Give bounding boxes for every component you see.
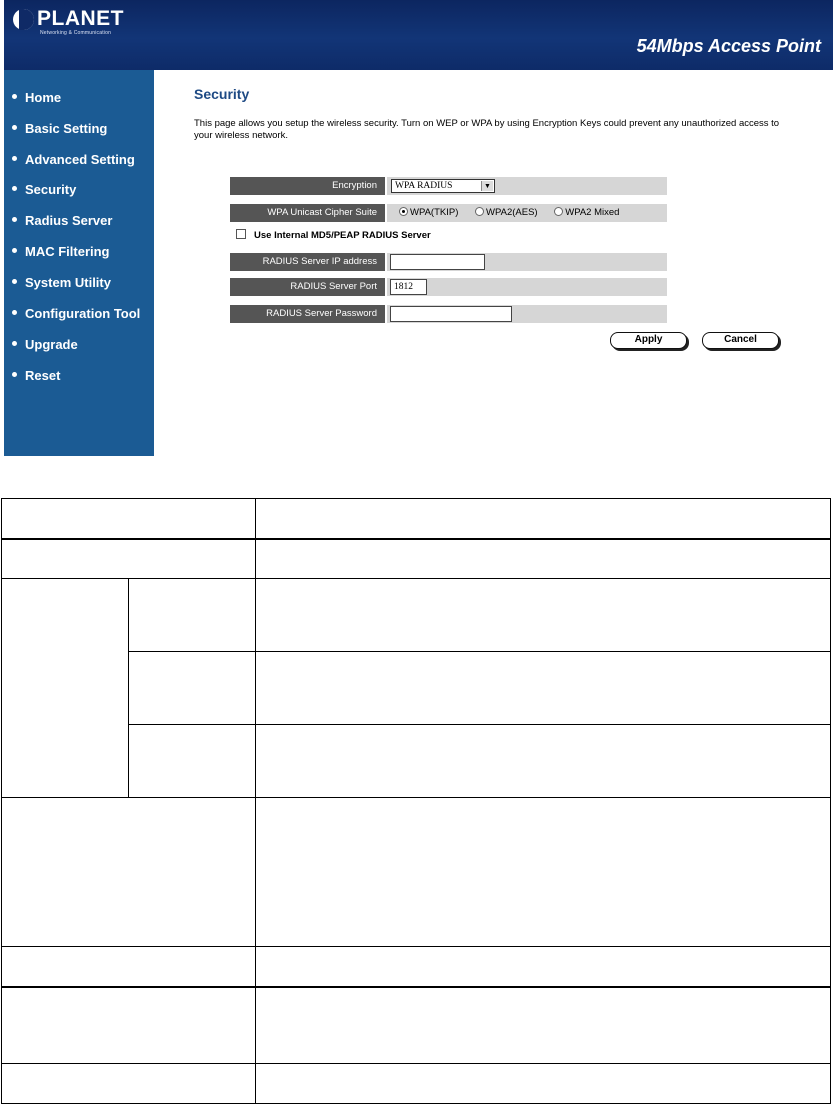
- table-cell: [2, 798, 256, 947]
- table-row: [2, 1064, 831, 1104]
- main-content: [154, 70, 833, 456]
- table-cell: [256, 579, 831, 652]
- table-cell: [2, 987, 256, 1064]
- table-row: [2, 539, 831, 579]
- sidebar-item-configuration-tool[interactable]: [12, 306, 140, 321]
- logo-text: PLANET: [37, 7, 124, 30]
- radius-ip-label: RADIUS Server IP address: [230, 253, 385, 271]
- cipher-suite-label: WPA Unicast Cipher Suite: [230, 204, 385, 222]
- bullet-icon: [12, 279, 17, 284]
- radio-label: WPA2 Mixed: [565, 207, 620, 218]
- header-banner: [4, 0, 833, 70]
- page-description: This page allows you setup the wireless security. Turn on WEP or WPA by using Encryption Keys could prevent any unauthorized access to your wireless network.: [194, 118, 780, 141]
- router-ui-screenshot: [4, 0, 833, 456]
- internal-radius-checkbox[interactable]: [236, 229, 246, 239]
- internal-radius-label: Use Internal MD5/PEAP RADIUS Server: [254, 230, 431, 241]
- encryption-value-cell: [387, 177, 667, 195]
- sidebar-item-label: MAC Filtering: [25, 244, 110, 259]
- cipher-suite-value-cell: [387, 204, 667, 222]
- table-cell: [256, 499, 831, 539]
- table-row: [2, 798, 831, 947]
- sidebar-item-upgrade[interactable]: [12, 337, 78, 352]
- logo-tagline: Networking & Communication: [40, 30, 112, 36]
- radio-wpa2-mixed[interactable]: [554, 207, 619, 218]
- table-row: [2, 499, 831, 539]
- radius-port-input[interactable]: 1812: [390, 279, 427, 295]
- radio-icon[interactable]: [475, 207, 484, 216]
- sidebar-item-label: Configuration Tool: [25, 306, 141, 321]
- encryption-select-value: WPA RADIUS: [395, 181, 453, 191]
- chevron-down-icon[interactable]: ▼: [481, 181, 493, 191]
- table-cell: [256, 1064, 831, 1104]
- table-cell: [256, 798, 831, 947]
- table-cell: [129, 579, 256, 652]
- radius-password-value-cell: [387, 305, 667, 323]
- sidebar: [4, 70, 154, 456]
- sidebar-item-label: Basic Setting: [25, 121, 108, 136]
- radius-ip-value-cell: [387, 253, 667, 271]
- table-cell: [256, 725, 831, 798]
- table-cell: [256, 987, 831, 1064]
- apply-button[interactable]: Apply: [610, 332, 687, 349]
- sidebar-item-advanced-setting[interactable]: [12, 152, 135, 167]
- radio-label: WPA(TKIP): [410, 207, 459, 218]
- table-cell: [256, 652, 831, 725]
- table-cell: [256, 947, 831, 987]
- radio-icon[interactable]: [554, 207, 563, 216]
- encryption-label: Encryption: [230, 177, 385, 195]
- sidebar-item-reset[interactable]: [12, 368, 60, 383]
- sidebar-item-label: Home: [25, 90, 62, 105]
- bullet-icon: [12, 372, 17, 377]
- bullet-icon: [12, 248, 17, 253]
- sidebar-item-security[interactable]: [12, 182, 76, 197]
- planet-logo-icon: [13, 9, 34, 30]
- table-cell: [129, 652, 256, 725]
- sidebar-item-label: System Utility: [25, 275, 111, 290]
- table-cell: [2, 499, 256, 539]
- table-cell: [129, 725, 256, 798]
- radius-ip-input[interactable]: [390, 254, 485, 270]
- table-row: [2, 987, 831, 1064]
- parameter-table: [1, 498, 831, 1104]
- table-cell: [2, 947, 256, 987]
- radio-label: WPA2(AES): [486, 207, 538, 218]
- radius-port-label: RADIUS Server Port: [230, 278, 385, 296]
- sidebar-item-basic-setting[interactable]: [12, 121, 107, 136]
- radio-wpa2-aes[interactable]: [475, 207, 538, 218]
- sidebar-item-mac-filtering[interactable]: [12, 244, 110, 259]
- product-title: 54Mbps Access Point: [636, 36, 821, 56]
- sidebar-item-system-utility[interactable]: [12, 275, 111, 290]
- bullet-icon: [12, 186, 17, 191]
- bullet-icon: [12, 125, 17, 130]
- table-cell: [2, 1064, 256, 1104]
- table-cell: [2, 539, 256, 579]
- bullet-icon: [12, 217, 17, 222]
- sidebar-item-label: Security: [25, 182, 77, 197]
- sidebar-item-home[interactable]: [12, 90, 61, 105]
- bullet-icon: [12, 156, 17, 161]
- table-row: [2, 947, 831, 987]
- radius-password-input[interactable]: [390, 306, 512, 322]
- sidebar-item-radius-server[interactable]: [12, 213, 112, 228]
- radio-wpa-tkip[interactable]: [399, 207, 458, 218]
- table-row: [2, 579, 831, 652]
- bullet-icon: [12, 310, 17, 315]
- cipher-suite-radio-group: [399, 204, 633, 222]
- internal-radius-option[interactable]: [236, 230, 431, 241]
- radius-port-value-cell: [387, 278, 667, 296]
- sidebar-item-label: Reset: [25, 368, 61, 383]
- radius-password-label: RADIUS Server Password: [230, 305, 385, 323]
- sidebar-item-label: Upgrade: [25, 337, 78, 352]
- sidebar-item-label: Advanced Setting: [25, 152, 135, 167]
- radio-selected-icon[interactable]: [399, 207, 408, 216]
- encryption-select[interactable]: [391, 179, 495, 193]
- sidebar-item-label: Radius Server: [25, 213, 113, 228]
- bullet-icon: [12, 94, 17, 99]
- table-cell: [256, 539, 831, 579]
- table-cell: [2, 579, 129, 798]
- bullet-icon: [12, 341, 17, 346]
- cancel-button[interactable]: Cancel: [702, 332, 779, 349]
- page-title: Security: [194, 86, 250, 102]
